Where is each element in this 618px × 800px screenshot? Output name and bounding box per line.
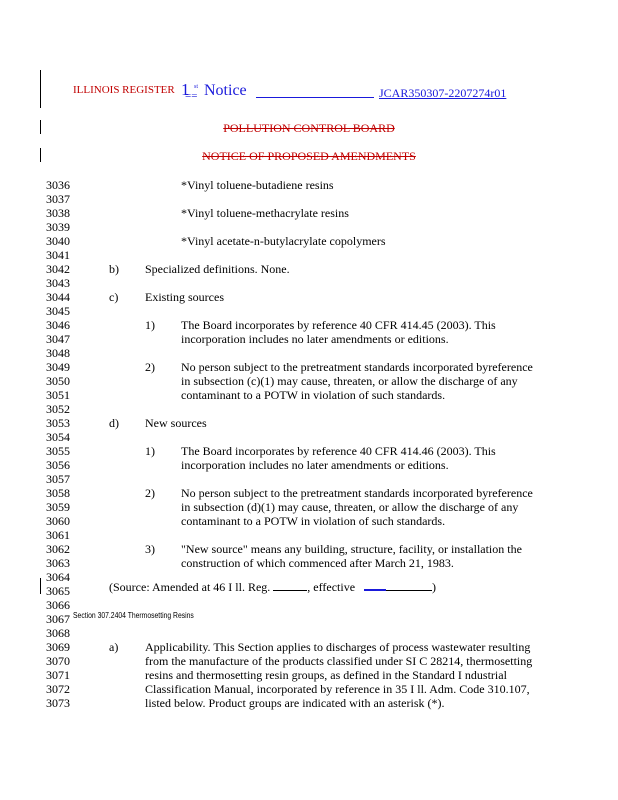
line-text: The Board incorporates by reference 40 CFR 414.45 (2003). This xyxy=(181,318,496,332)
list-marker: a) xyxy=(109,640,119,654)
line-text: Applicability. This Section applies to discharges of process wastewater resulting xyxy=(145,640,531,654)
line-number: 3057 xyxy=(46,472,70,486)
list-marker: 3) xyxy=(145,542,155,556)
line-text: *Vinyl acetate-n-butylacrylate copolymers xyxy=(181,234,386,248)
line-number: 3052 xyxy=(46,402,70,416)
change-bar xyxy=(40,70,41,108)
line-number: 3041 xyxy=(46,248,70,262)
blank-effective xyxy=(386,590,432,591)
line-number: 3056 xyxy=(46,458,70,472)
line-number: 3051 xyxy=(46,388,70,402)
equals-mark: == xyxy=(185,90,198,102)
document-id: JCAR350307-2207274r01 xyxy=(379,86,507,100)
line-number: 3068 xyxy=(46,626,70,640)
list-marker: b) xyxy=(109,262,119,276)
line-number: 3071 xyxy=(46,668,70,682)
line-text: incorporation includes no later amendments or editions. xyxy=(181,458,449,472)
list-marker: c) xyxy=(109,290,119,304)
list-marker: 2) xyxy=(145,486,155,500)
list-marker: 1) xyxy=(145,318,155,332)
change-bar xyxy=(40,578,41,594)
line-number: 3040 xyxy=(46,234,70,248)
line-number: 3045 xyxy=(46,304,70,318)
blank-effective-blue xyxy=(364,589,386,591)
line-number: 3063 xyxy=(46,556,70,570)
line-number: 3062 xyxy=(46,542,70,556)
notice-label: Notice xyxy=(204,82,247,99)
line-number: 3053 xyxy=(46,416,70,430)
register-number: 1 xyxy=(181,80,190,99)
line-number: 3054 xyxy=(46,430,70,444)
line-text: No person subject to the pretreatment standards incorporated byreference xyxy=(181,486,533,500)
line-text: contaminant to a POTW in violation of such standards. xyxy=(181,388,446,402)
register-superscript: st xyxy=(194,84,199,90)
line-number: 3058 xyxy=(46,486,70,500)
line-text: contaminant to a POTW in violation of such standards. xyxy=(181,514,446,528)
board-title: POLLUTION CONTROL BOARD xyxy=(223,121,395,135)
line-number: 3073 xyxy=(46,696,70,710)
line-number: 3055 xyxy=(46,444,70,458)
line-text: *Vinyl toluene-butadiene resins xyxy=(181,178,334,192)
line-text: from the manufacture of the products classified under SI C 28214, thermosetting xyxy=(145,654,533,668)
line-number: 3044 xyxy=(46,290,70,304)
line-text: resins and thermosetting resin groups, as defined in the Standard I ndustrial xyxy=(145,668,507,682)
list-marker: d) xyxy=(109,416,119,430)
line-text: in subsection (c)(1) may cause, threaten, or allow the discharge of any xyxy=(181,374,518,388)
line-text: incorporation includes no later amendments or editions. xyxy=(181,332,449,346)
line-number: 3036 xyxy=(46,178,70,192)
line-text: in subsection (d)(1) may cause, threaten, or allow the discharge of any xyxy=(181,500,519,514)
line-number: 3048 xyxy=(46,346,70,360)
line-number: 3070 xyxy=(46,654,70,668)
list-marker: 2) xyxy=(145,360,155,374)
notice-title: NOTICE OF PROPOSED AMENDMENTS xyxy=(202,149,416,163)
line-text: Specialized definitions. None. xyxy=(145,262,290,276)
register-label: ILLINOIS REGISTER xyxy=(73,84,175,96)
line-text: *Vinyl toluene-methacrylate resins xyxy=(181,206,349,220)
line-number: 3046 xyxy=(46,318,70,332)
header-underline xyxy=(256,97,374,98)
line-text: No person subject to the pretreatment standards incorporated byreference xyxy=(181,360,533,374)
list-marker: 1) xyxy=(145,444,155,458)
line-number: 3061 xyxy=(46,528,70,542)
line-text: New sources xyxy=(145,416,207,430)
line-number: 3043 xyxy=(46,276,70,290)
line-number: 3069 xyxy=(46,640,70,654)
source-note xyxy=(109,580,436,595)
line-number: 3038 xyxy=(46,206,70,220)
line-number: 3066 xyxy=(46,598,70,612)
line-text: Existing sources xyxy=(145,290,224,304)
line-text: "New source" means any building, structure, facility, or installation the xyxy=(181,542,522,556)
line-number: 3039 xyxy=(46,220,70,234)
line-text: The Board incorporates by reference 40 CFR 414.46 (2003). This xyxy=(181,444,496,458)
source-note-suffix: ) xyxy=(432,580,437,594)
line-text: construction of which commenced after March 21, 1983. xyxy=(181,556,454,570)
line-number: 3064 xyxy=(46,570,70,584)
line-number: 3065 xyxy=(46,584,70,598)
line-text: Classification Manual, incorporated by reference in 35 I ll. Adm. Code 310.107, xyxy=(145,682,530,696)
source-note-prefix: (Source: Amended at 46 I ll. Reg. xyxy=(109,580,274,594)
line-number: 3072 xyxy=(46,682,70,696)
line-text: listed below. Product groups are indicated with an asterisk (*). xyxy=(145,696,445,710)
line-number: 3059 xyxy=(46,500,70,514)
line-number: 3037 xyxy=(46,192,70,206)
line-number: 3047 xyxy=(46,332,70,346)
line-number: 3060 xyxy=(46,514,70,528)
section-heading: Section 307.2404 Thermosetting Resins xyxy=(73,611,194,620)
line-number: 3042 xyxy=(46,262,70,276)
source-note-mid: , effective xyxy=(307,580,359,594)
line-number: 3050 xyxy=(46,374,70,388)
line-number: 3049 xyxy=(46,360,70,374)
line-number: 3067 xyxy=(46,612,70,626)
blank-reg xyxy=(273,590,307,591)
